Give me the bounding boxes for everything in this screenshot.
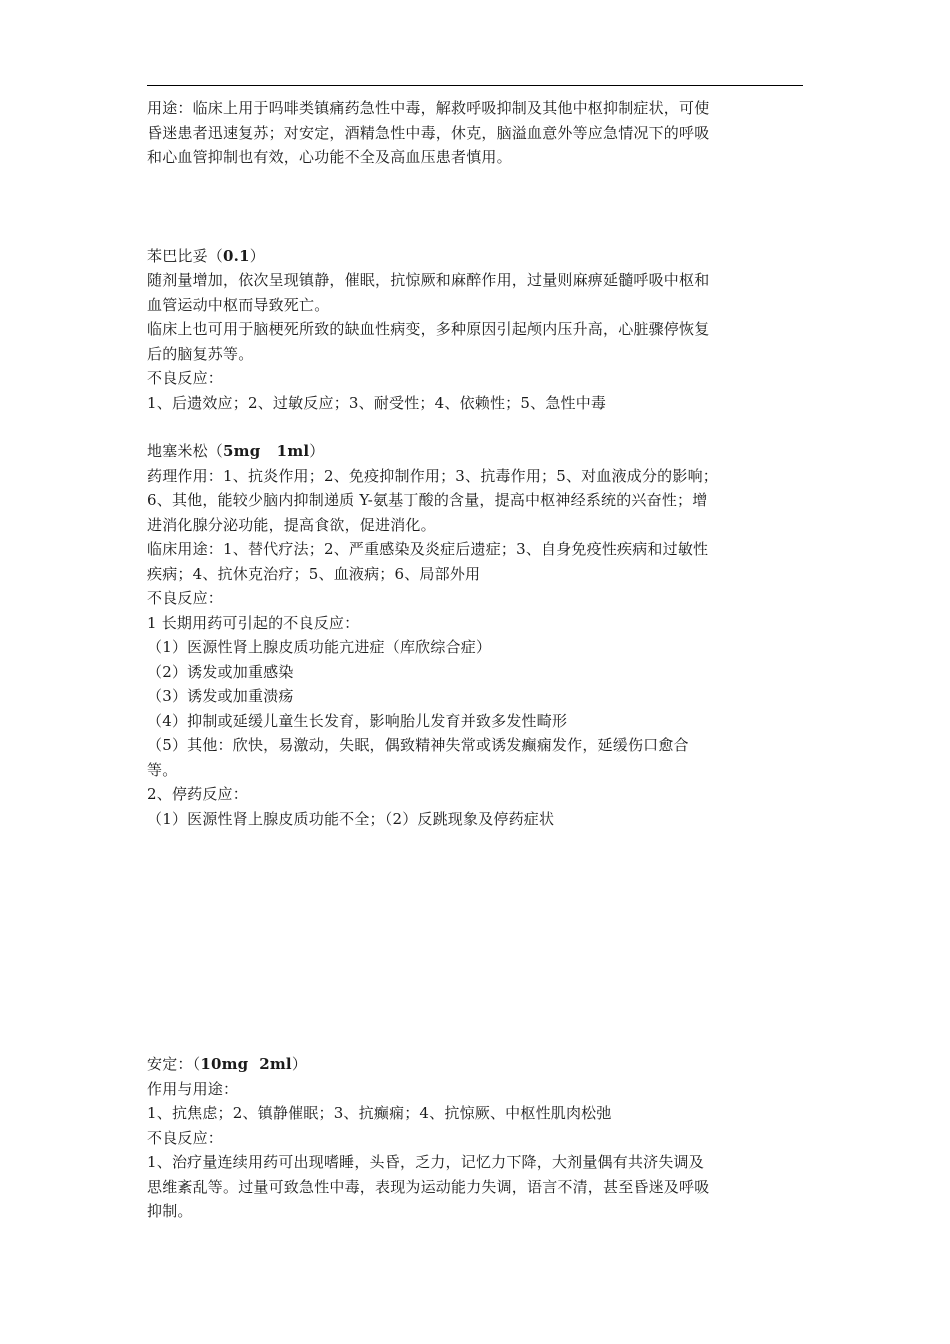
text-line: 6、其他，能较少脑内抑制递质 Y-氨基丁酸的含量，提高中枢神经系统的兴奋性；增 bbox=[147, 491, 708, 509]
text-line: 作用与用途： bbox=[147, 1079, 239, 1098]
title-dose: 10mg 2ml bbox=[200, 1055, 292, 1073]
text-line: 疾病；4、抗休克治疗；5、血液病；6、局部外用 bbox=[147, 564, 481, 583]
text-line: （1）医源性肾上腺皮质功能不全；（2）反跳现象及停药症状 bbox=[147, 809, 555, 828]
section-title bbox=[147, 1052, 803, 1077]
title-dose: 5mg 1ml bbox=[223, 442, 310, 460]
text-line: 和心血管抑制也有效，心功能不全及高血压患者慎用。 bbox=[147, 148, 512, 166]
text-line: 随剂量增加，依次呈现镇静，催眠，抗惊厥和麻醉作用，过量则麻痹延髓呼吸中枢和 bbox=[147, 271, 710, 289]
section-diazepam bbox=[147, 1052, 803, 1224]
section-title bbox=[147, 439, 803, 464]
text-line: 不良反应： bbox=[147, 589, 224, 607]
text-line: 后的脑复苏等。 bbox=[147, 344, 254, 363]
text-line: 进消化腺分泌功能，提高食欲，促进消化。 bbox=[147, 515, 436, 534]
section-title bbox=[147, 244, 803, 269]
text-line: 昏迷患者迅速复苏；对安定，酒精急性中毒，休克，脑溢血意外等应急情况下的呼吸 bbox=[147, 123, 710, 142]
title-suffix: ） bbox=[291, 1055, 308, 1073]
document-body bbox=[147, 96, 803, 1224]
text-line: 1、治疗量连续用药可出现嗜睡，头昏，乏力，记忆力下降，大剂量偶有共济失调及 bbox=[147, 1153, 704, 1171]
text-line: 等。 bbox=[147, 760, 178, 779]
text-line: 不良反应： bbox=[147, 369, 224, 387]
text-line: （4）抑制或延缓儿童生长发育，影响胎儿发育并致多发性畸形 bbox=[147, 711, 568, 730]
text-line: 抑制。 bbox=[147, 1202, 193, 1220]
text-line: 思维紊乱等。过量可致急性中毒，表现为运动能力失调，语言不清，甚至昏迷及呼吸 bbox=[147, 1177, 710, 1196]
section-dexamethasone bbox=[147, 439, 803, 831]
text-line: 2、停药反应： bbox=[147, 785, 248, 803]
title-dose: 0.1 bbox=[223, 246, 250, 265]
text-line: 药理作用：1、抗炎作用；2、免疫抑制作用；3、抗毒作用；5、对血液成分的影响； bbox=[147, 466, 718, 485]
text-line: 不良反应： bbox=[147, 1128, 224, 1147]
title-prefix: 苯巴比妥（ bbox=[147, 246, 224, 265]
text-line: 临床用途：1、替代疗法；2、严重感染及炎症后遗症；3、自身免疫性疾病和过敏性 bbox=[147, 540, 709, 558]
title-prefix: 安定：（ bbox=[147, 1055, 201, 1073]
text-line: （1）医源性肾上腺皮质功能亢进症（库欣综合症） bbox=[147, 638, 492, 656]
text-line: （3）诱发或加重溃疡 bbox=[147, 687, 294, 705]
text-line: 1、抗焦虑；2、镇静催眠；3、抗癫痫；4、抗惊厥、中枢性肌肉松弛 bbox=[147, 1104, 612, 1122]
text-line: 用途：临床上用于吗啡类镇痛药急性中毒，解救呼吸抑制及其他中枢抑制症状，可使 bbox=[147, 99, 710, 117]
text-line: 1 长期用药可引起的不良反应： bbox=[147, 613, 360, 632]
section-phenobarbital bbox=[147, 244, 803, 416]
title-suffix: ） bbox=[249, 246, 265, 265]
header-rule bbox=[147, 85, 803, 86]
text-line: （2）诱发或加重感染 bbox=[147, 662, 294, 681]
text-line: （5）其他：欣快，易激动，失眠，偶致精神失常或诱发癫痫发作，延缓伤口愈合 bbox=[147, 736, 689, 754]
text-line: 1、后遗效应；2、过敏反应；3、耐受性；4、依赖性；5、急性中毒 bbox=[147, 393, 607, 412]
text-line: 临床上也可用于脑梗死所致的缺血性病变，多种原因引起颅内压升高，心脏骤停恢复 bbox=[147, 320, 710, 338]
section-naloxone-usage bbox=[147, 96, 803, 170]
title-suffix: ） bbox=[309, 442, 325, 460]
title-prefix: 地塞米松（ bbox=[147, 442, 224, 460]
text-line: 血管运动中枢而导致死亡。 bbox=[147, 295, 330, 314]
